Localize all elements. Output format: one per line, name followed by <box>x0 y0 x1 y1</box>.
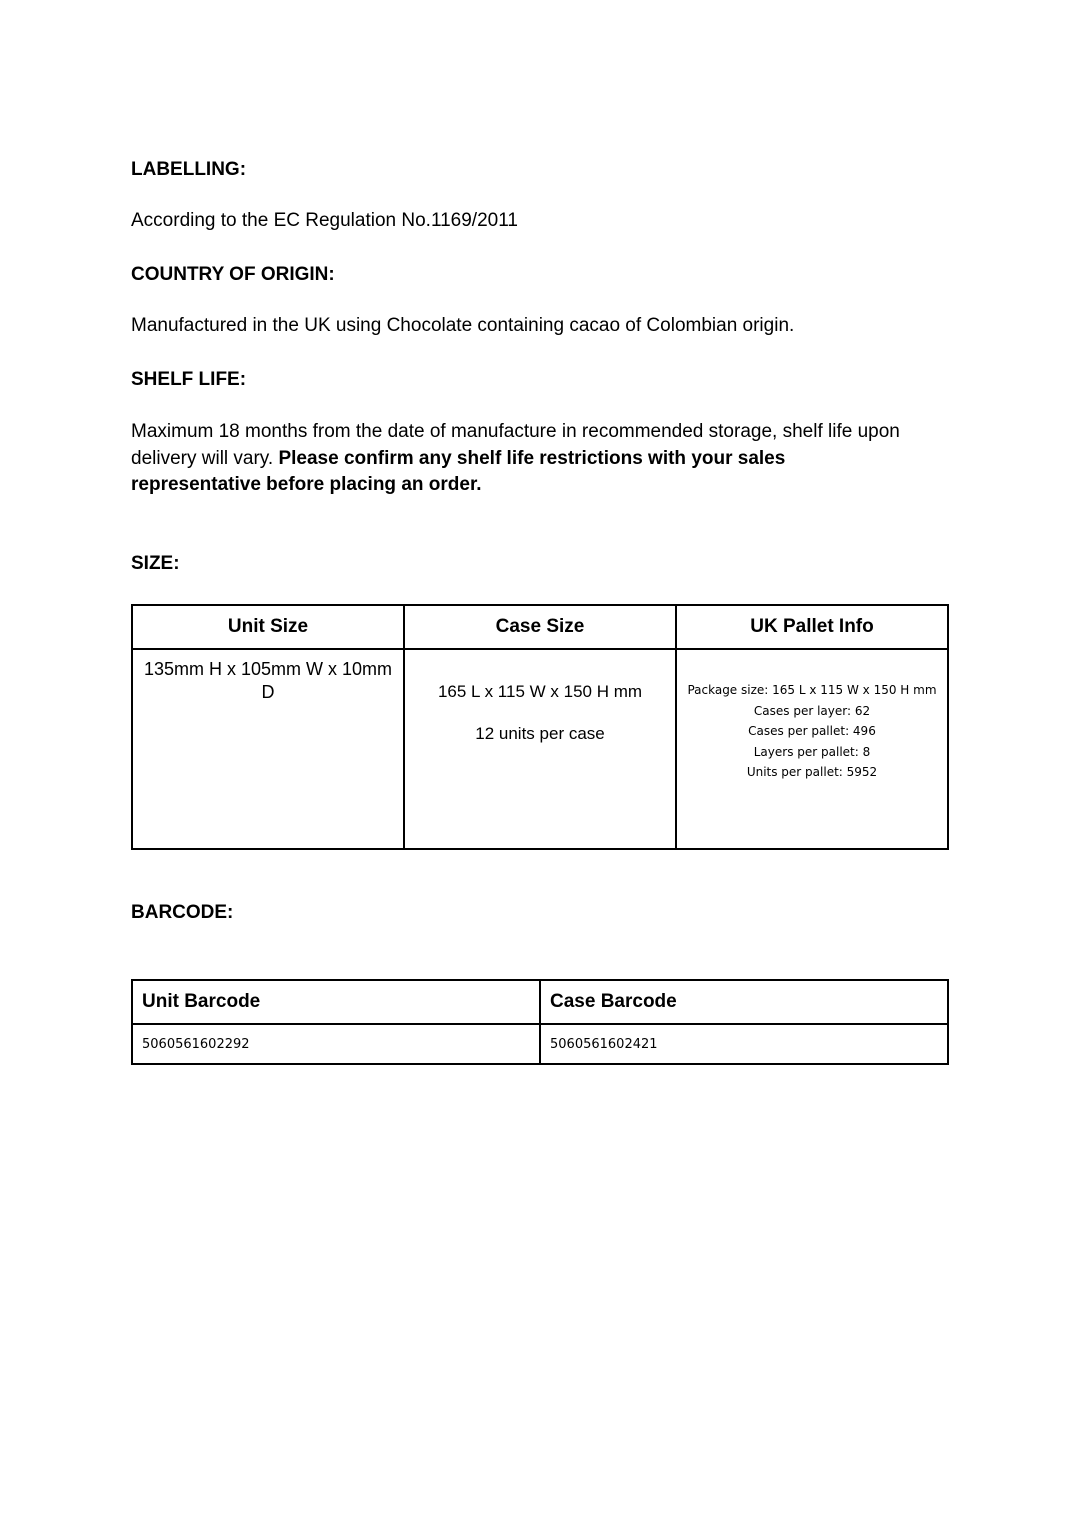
unit-barcode-value: 5060561602292 <box>132 1024 540 1064</box>
unit-barcode-header: Unit Barcode <box>132 980 540 1024</box>
pallet-cases-per-layer: Cases per layer: 62 <box>753 703 871 718</box>
shelf-life-line-2 <box>131 446 961 473</box>
size-heading: SIZE: <box>131 553 180 574</box>
case-size-header: Case Size <box>404 605 676 649</box>
barcode-table <box>131 979 949 1065</box>
barcode-table-row <box>132 1024 948 1064</box>
pallet-layers-per-pallet: Layers per pallet: 8 <box>753 744 871 759</box>
units-per-case: 12 units per case <box>475 724 605 743</box>
unit-size-header: Unit Size <box>132 605 404 649</box>
unit-size-value: 135mm H x 105mm W x 10mm D <box>143 659 393 702</box>
shelf-life-line-3: representative before placing an order. <box>131 474 482 495</box>
labelling-heading: LABELLING: <box>131 159 247 180</box>
case-size-value <box>405 650 675 744</box>
barcode-table-header-row <box>132 980 948 1024</box>
pallet-info-header: UK Pallet Info <box>676 605 948 649</box>
size-table-header-row <box>132 605 948 649</box>
shelf-life-text <box>131 419 961 499</box>
labelling-text: According to the EC Regulation No.1169/2011 <box>131 210 518 231</box>
case-size-cell <box>404 649 676 849</box>
barcode-heading: BARCODE: <box>131 902 234 923</box>
shelf-life-plain-text: delivery will vary. <box>131 447 274 469</box>
shelf-life-warning: Please confirm any shelf life restrictions with your sales <box>278 447 786 469</box>
size-table <box>131 604 949 850</box>
pallet-info-list <box>677 650 947 783</box>
unit-size-cell <box>132 649 404 849</box>
pallet-package-size: Package size: 165 L x 115 W x 150 H mm <box>687 683 937 697</box>
case-dimensions: 165 L x 115 W x 150 H mm <box>437 682 643 701</box>
case-barcode-header: Case Barcode <box>540 980 948 1024</box>
origin-heading: COUNTRY OF ORIGIN: <box>131 264 335 285</box>
pallet-units-per-pallet: Units per pallet: 5952 <box>746 765 878 779</box>
pallet-info-cell <box>676 649 948 849</box>
size-table-row <box>132 649 948 849</box>
pallet-cases-per-pallet: Cases per pallet: 496 <box>748 724 876 738</box>
origin-text: Manufactured in the UK using Chocolate containing cacao of Colombian origin. <box>131 315 795 336</box>
shelf-life-heading: SHELF LIFE: <box>131 369 247 390</box>
case-barcode-value: 5060561602421 <box>540 1024 948 1064</box>
shelf-life-line-1: Maximum 18 months from the date of manufacture in recommended storage, shelf life upon <box>131 421 900 442</box>
